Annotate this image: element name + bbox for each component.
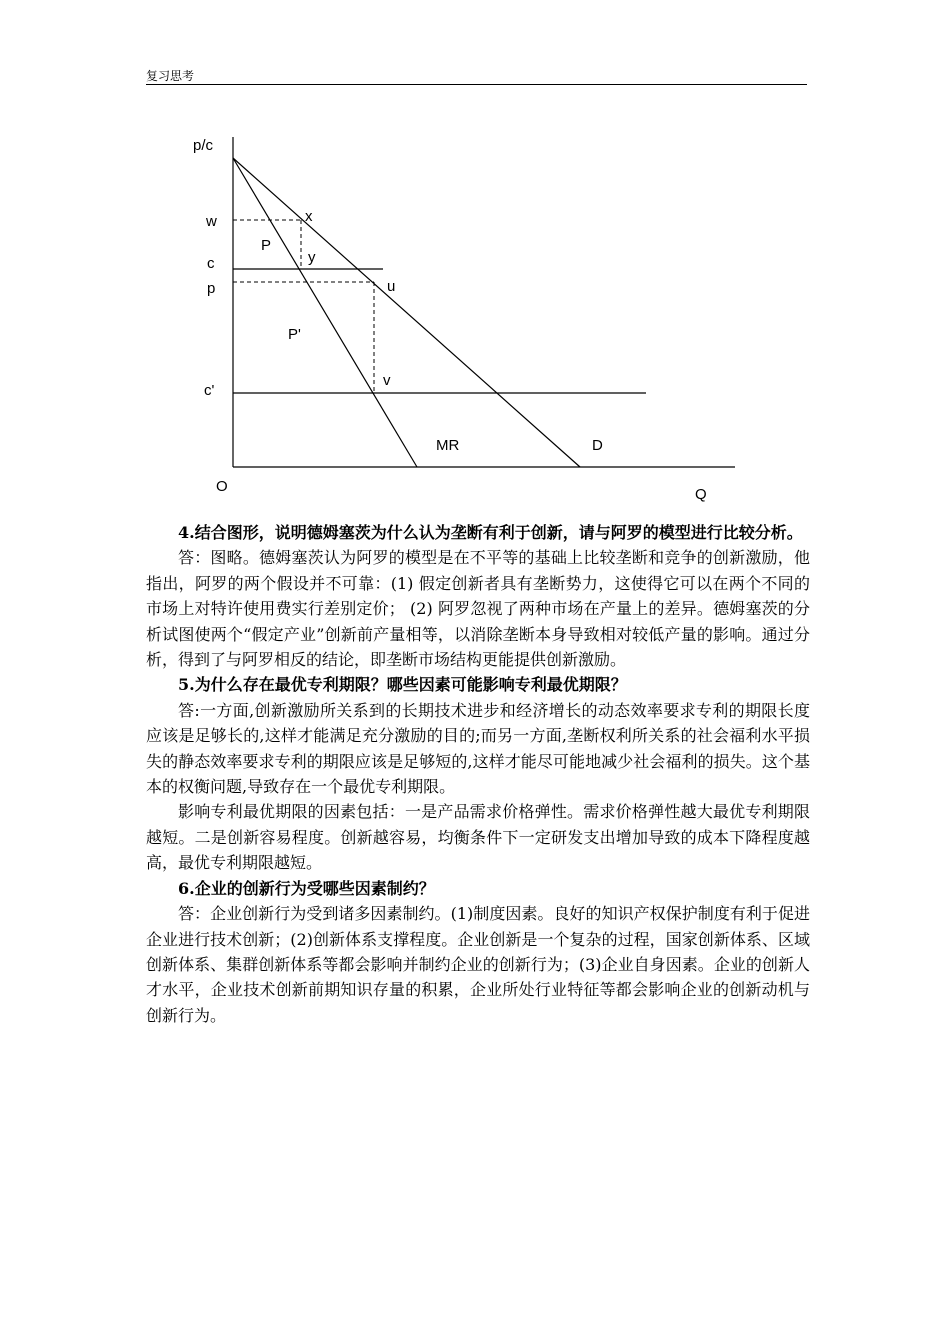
area-p-prime-label: P' <box>288 326 301 343</box>
area-p-label: P <box>261 237 272 254</box>
question-4: 4.结合图形，说明德姆塞茨为什么认为垄断有利于创新，请与阿罗的模型进行比较分析。 <box>178 523 803 542</box>
document-body <box>146 520 810 1028</box>
header-title: 复习思考 <box>146 69 195 83</box>
mr-label: MR <box>436 437 460 454</box>
label-c: c <box>207 255 215 272</box>
answer-5-paragraph-1: 答:一方面,创新激励所关系到的长期技术进步和经济增长的动态效率要求专利的期限长度应该是足够长的,这样才能满足充分激励的目的;而另一方面,垄断权利所关系的社会福利水平损失的静态效率要求专利的期限应该是足够短的,这样才能尽可能地减少社会福利的损失。这个基本的权衡问题,导致存在一个最优专利期限。 <box>146 700 810 797</box>
label-v: v <box>383 372 391 389</box>
answer-6-paragraph: 答：企业创新行为受到诸多因素制约。(1)制度因素。良好的知识产权保护制度有利于促进企业进行技术创新；(2)创新体系支撑程度。企业创新是一个复杂的过程，国家创新体系、区域创新体系、集群创新体系等都会影响并制约企业的创新行为；(3)企业自身因素。企业的创新人才水平，企业技术创新前期知识存量的积累，企业所处行业特征等都会影响企业的创新动机与创新行为。 <box>146 904 810 1025</box>
answer-4-paragraph: 答：图略。德姆塞茨认为阿罗的模型是在不平等的基础上比较垄断和竞争的创新激励，他指出，阿罗的两个假设并不可靠：(1) 假定创新者具有垄断势力，这使得它可以在两个不同的市场上对特许使用费实行差别定价； (2) 阿罗忽视了两种市场在产量上的差异。德姆塞茨的分析试图使两个“假定产业”创新前产量相等，以消除垄断本身导致相对较低产量的影响。通过分析，得到了与阿罗相反的结论，即垄断市场结构更能提供创新激励。 <box>146 548 810 670</box>
question-6: 6.企业的创新行为受哪些因素制约？ <box>178 878 435 898</box>
answer-5-paragraph-2: 影响专利最优期限的因素包括：一是产品需求价格弹性。需求价格弹性越大最优专利期限越短。二是创新容易程度。创新越容易，均衡条件下一定研发支出增加导致的成本下降程度越高，最优专利期限越短。 <box>146 802 810 873</box>
label-y: y <box>308 249 316 266</box>
label-p: p <box>207 280 216 297</box>
label-c-prime: c' <box>204 382 215 399</box>
d-label: D <box>592 437 603 454</box>
label-w: w <box>206 213 217 230</box>
question-5: 5.为什么存在最优专利期限？哪些因素可能影响专利最优期限？ <box>178 675 627 695</box>
y-axis-label: p/c <box>193 137 214 154</box>
origin-label: O <box>216 478 228 495</box>
label-x: x <box>305 208 313 225</box>
demand-curve <box>233 158 580 467</box>
mr-curve <box>233 158 417 467</box>
x-axis-label: Q <box>695 486 707 503</box>
label-u: u <box>387 278 396 295</box>
monopoly-innovation-diagram <box>0 0 950 520</box>
